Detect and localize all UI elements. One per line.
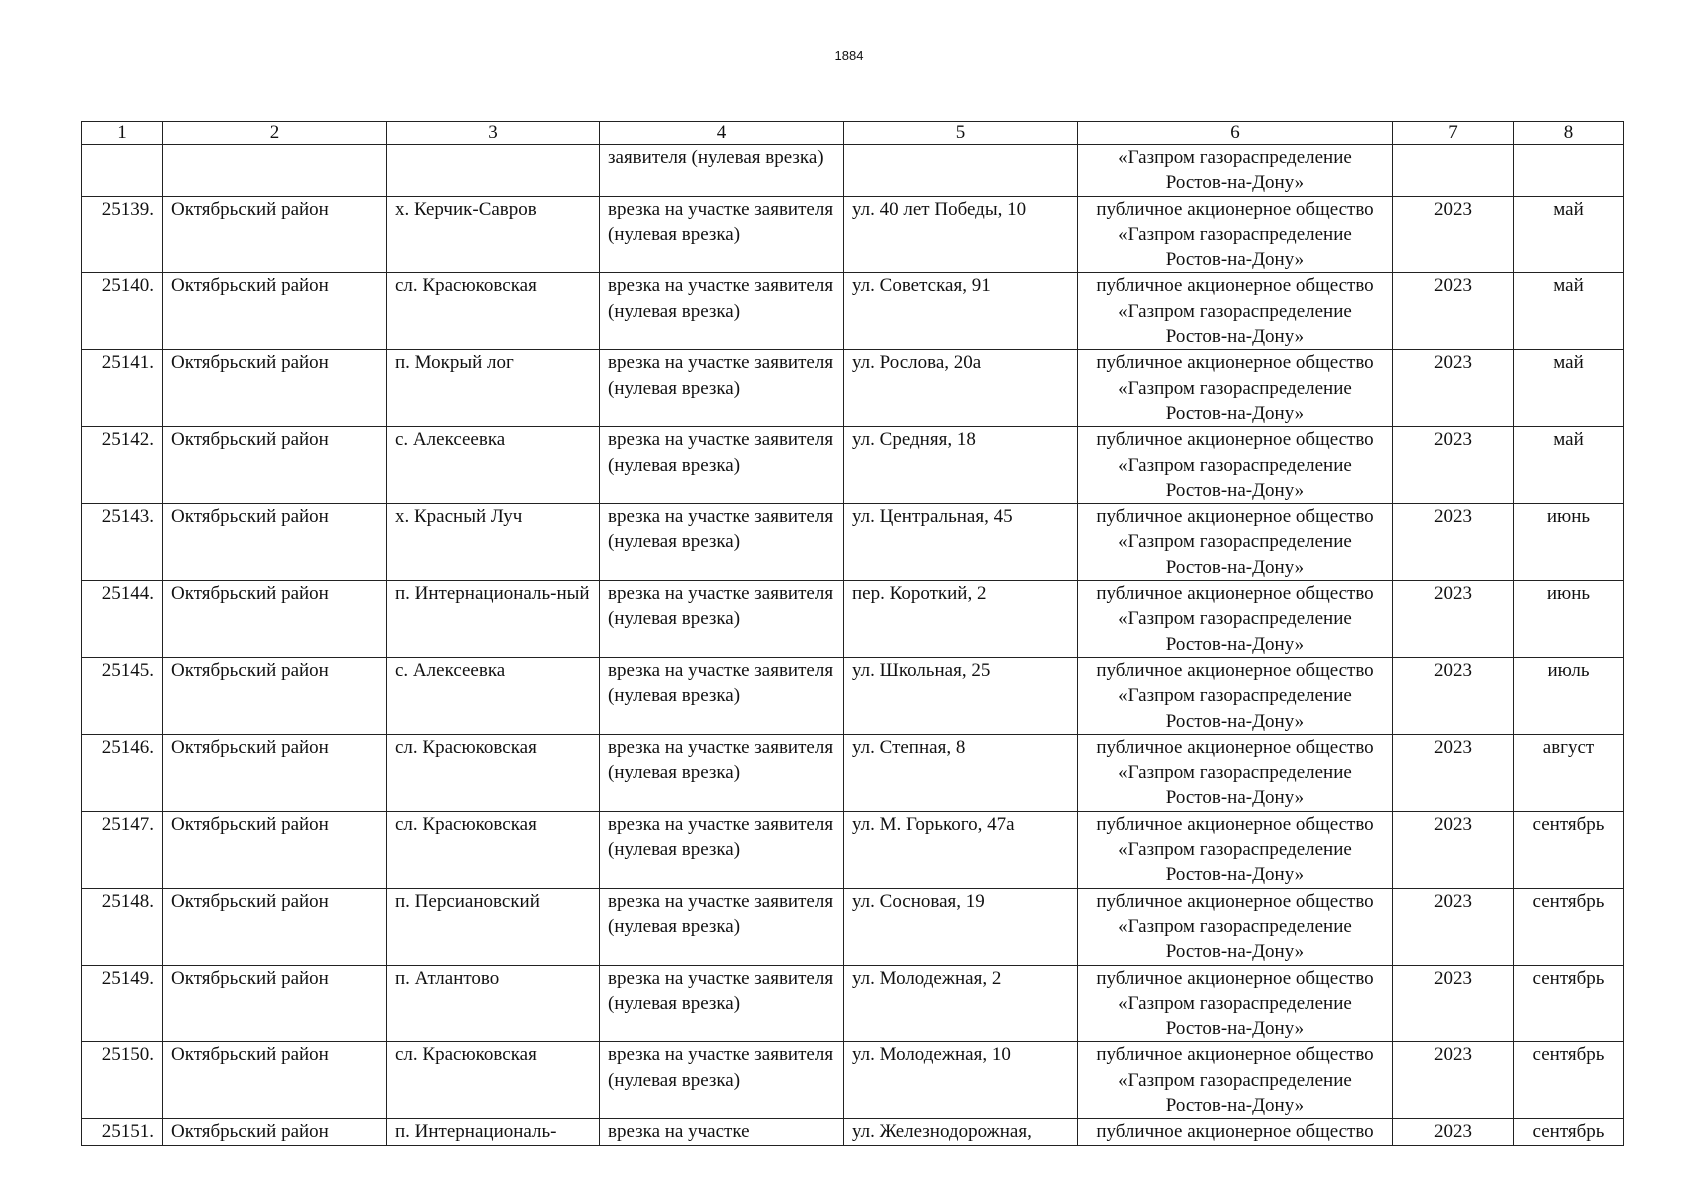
- cell-number: 25140.: [82, 273, 163, 350]
- cell-number: 25141.: [82, 350, 163, 427]
- cell-month: май: [1514, 273, 1624, 350]
- cell-work-type: врезка на участке заявителя (нулевая врезка): [600, 811, 844, 888]
- cell-address: ул. Школьная, 25: [844, 657, 1078, 734]
- table-row: [82, 657, 1624, 734]
- cell-number: 25151.: [82, 1119, 163, 1145]
- cell-month: август: [1514, 734, 1624, 811]
- cell-year: [1393, 145, 1514, 197]
- cell-month: май: [1514, 427, 1624, 504]
- cell-settlement: п. Персиановский: [387, 888, 600, 965]
- column-header: 3: [387, 122, 600, 145]
- cell-district: Октябрьский район: [163, 504, 387, 581]
- cell-work-type: врезка на участке заявителя (нулевая врезка): [600, 965, 844, 1042]
- cell-month: сентябрь: [1514, 965, 1624, 1042]
- cell-organization: публичное акционерное общество «Газпром газораспределение Ростов-на-Дону»: [1078, 965, 1393, 1042]
- page-number: 1884: [834, 48, 864, 63]
- cell-organization: публичное акционерное общество «Газпром газораспределение Ростов-на-Дону»: [1078, 1042, 1393, 1119]
- cell-year: 2023: [1393, 811, 1514, 888]
- cell-address: пер. Короткий, 2: [844, 581, 1078, 658]
- table-row: [82, 581, 1624, 658]
- cell-settlement: п. Мокрый лог: [387, 350, 600, 427]
- cell-district: Октябрьский район: [163, 350, 387, 427]
- cell-address: ул. М. Горького, 47а: [844, 811, 1078, 888]
- cell-organization: публичное акционерное общество «Газпром газораспределение Ростов-на-Дону»: [1078, 196, 1393, 273]
- cell-number: 25144.: [82, 581, 163, 658]
- continuation-row: [82, 145, 1624, 197]
- cell-year: 2023: [1393, 1042, 1514, 1119]
- cell-work-type: врезка на участке заявителя (нулевая врезка): [600, 504, 844, 581]
- cell-district: Октябрьский район: [163, 427, 387, 504]
- cell-number: 25139.: [82, 196, 163, 273]
- column-header: 5: [844, 122, 1078, 145]
- cell-work-type: врезка на участке заявителя (нулевая врезка): [600, 1042, 844, 1119]
- cell-organization: публичное акционерное общество «Газпром газораспределение Ростов-на-Дону»: [1078, 504, 1393, 581]
- cell-year: 2023: [1393, 504, 1514, 581]
- cell-organization: публичное акционерное общество «Газпром газораспределение Ростов-на-Дону»: [1078, 657, 1393, 734]
- cell-number: 25147.: [82, 811, 163, 888]
- table-row: [82, 504, 1624, 581]
- cell-organization: публичное акционерное общество «Газпром газораспределение Ростов-на-Дону»: [1078, 427, 1393, 504]
- table-row-partial: [82, 1119, 1624, 1145]
- cell-work-type: врезка на участке: [600, 1119, 844, 1145]
- column-header: 7: [1393, 122, 1514, 145]
- cell-address: ул. Сосновая, 19: [844, 888, 1078, 965]
- cell-settlement: с. Алексеевка: [387, 427, 600, 504]
- cell-month: май: [1514, 196, 1624, 273]
- cell-organization: публичное акционерное общество «Газпром газораспределение Ростов-на-Дону»: [1078, 581, 1393, 658]
- cell-work-type: заявителя (нулевая врезка): [600, 145, 844, 197]
- cell-district: Октябрьский район: [163, 1119, 387, 1145]
- cell-year: 2023: [1393, 350, 1514, 427]
- cell-district: [163, 145, 387, 197]
- cell-year: 2023: [1393, 888, 1514, 965]
- cell-settlement: сл. Красюковская: [387, 273, 600, 350]
- cell-address: ул. Средняя, 18: [844, 427, 1078, 504]
- cell-work-type: врезка на участке заявителя (нулевая врезка): [600, 734, 844, 811]
- header-row: [82, 122, 1624, 145]
- cell-year: 2023: [1393, 427, 1514, 504]
- cell-settlement: сл. Красюковская: [387, 811, 600, 888]
- data-table: [81, 121, 1624, 1146]
- cell-district: Октябрьский район: [163, 965, 387, 1042]
- cell-address: ул. Железнодорожная,: [844, 1119, 1078, 1145]
- cell-month: июль: [1514, 657, 1624, 734]
- cell-settlement: п. Интернациональ-: [387, 1119, 600, 1145]
- cell-address: ул. Советская, 91: [844, 273, 1078, 350]
- column-header: 8: [1514, 122, 1624, 145]
- cell-month: сентябрь: [1514, 888, 1624, 965]
- cell-district: Октябрьский район: [163, 734, 387, 811]
- cell-work-type: врезка на участке заявителя (нулевая врезка): [600, 581, 844, 658]
- table-row: [82, 196, 1624, 273]
- column-header: 4: [600, 122, 844, 145]
- cell-settlement: х. Керчик-Савров: [387, 196, 600, 273]
- cell-settlement: с. Алексеевка: [387, 657, 600, 734]
- cell-number: [82, 145, 163, 197]
- cell-year: 2023: [1393, 657, 1514, 734]
- cell-district: Октябрьский район: [163, 581, 387, 658]
- cell-settlement: [387, 145, 600, 197]
- cell-district: Октябрьский район: [163, 196, 387, 273]
- column-header: 1: [82, 122, 163, 145]
- cell-organization: публичное акционерное общество «Газпром газораспределение Ростов-на-Дону»: [1078, 734, 1393, 811]
- cell-address: ул. Молодежная, 2: [844, 965, 1078, 1042]
- cell-organization: публичное акционерное общество «Газпром газораспределение Ростов-на-Дону»: [1078, 888, 1393, 965]
- cell-year: 2023: [1393, 734, 1514, 811]
- cell-organization: публичное акционерное общество «Газпром газораспределение Ростов-на-Дону»: [1078, 811, 1393, 888]
- table-row: [82, 965, 1624, 1042]
- cell-address: ул. 40 лет Победы, 10: [844, 196, 1078, 273]
- cell-address: ул. Молодежная, 10: [844, 1042, 1078, 1119]
- cell-year: 2023: [1393, 965, 1514, 1042]
- cell-month: [1514, 145, 1624, 197]
- cell-year: 2023: [1393, 1119, 1514, 1145]
- cell-address: ул. Центральная, 45: [844, 504, 1078, 581]
- cell-address: [844, 145, 1078, 197]
- cell-settlement: х. Красный Луч: [387, 504, 600, 581]
- column-header: 2: [163, 122, 387, 145]
- cell-settlement: сл. Красюковская: [387, 1042, 600, 1119]
- cell-work-type: врезка на участке заявителя (нулевая врезка): [600, 888, 844, 965]
- cell-district: Октябрьский район: [163, 811, 387, 888]
- cell-month: сентябрь: [1514, 1042, 1624, 1119]
- cell-number: 25146.: [82, 734, 163, 811]
- table-row: [82, 734, 1624, 811]
- cell-settlement: п. Интернациональ-ный: [387, 581, 600, 658]
- cell-work-type: врезка на участке заявителя (нулевая врезка): [600, 273, 844, 350]
- table-row: [82, 888, 1624, 965]
- cell-organization: публичное акционерное общество «Газпром газораспределение Ростов-на-Дону»: [1078, 350, 1393, 427]
- cell-district: Октябрьский район: [163, 657, 387, 734]
- cell-work-type: врезка на участке заявителя (нулевая врезка): [600, 350, 844, 427]
- cell-organization: публичное акционерное общество «Газпром газораспределение Ростов-на-Дону»: [1078, 273, 1393, 350]
- cell-number: 25142.: [82, 427, 163, 504]
- cell-settlement: п. Атлантово: [387, 965, 600, 1042]
- cell-district: Октябрьский район: [163, 888, 387, 965]
- table-row: [82, 811, 1624, 888]
- column-header: 6: [1078, 122, 1393, 145]
- cell-number: 25143.: [82, 504, 163, 581]
- cell-district: Октябрьский район: [163, 273, 387, 350]
- cell-address: ул. Степная, 8: [844, 734, 1078, 811]
- cell-organization: публичное акционерное общество: [1078, 1119, 1393, 1145]
- cell-month: сентябрь: [1514, 811, 1624, 888]
- cell-month: май: [1514, 350, 1624, 427]
- cell-address: ул. Рослова, 20а: [844, 350, 1078, 427]
- cell-number: 25148.: [82, 888, 163, 965]
- table-row: [82, 273, 1624, 350]
- table-row: [82, 427, 1624, 504]
- cell-number: 25145.: [82, 657, 163, 734]
- cell-district: Октябрьский район: [163, 1042, 387, 1119]
- cell-organization: «Газпром газораспределение Ростов-на-Дону»: [1078, 145, 1393, 197]
- table-row: [82, 1042, 1624, 1119]
- cell-number: 25150.: [82, 1042, 163, 1119]
- cell-month: июнь: [1514, 504, 1624, 581]
- cell-month: июнь: [1514, 581, 1624, 658]
- cell-number: 25149.: [82, 965, 163, 1042]
- cell-year: 2023: [1393, 273, 1514, 350]
- cell-year: 2023: [1393, 196, 1514, 273]
- cell-month: сентябрь: [1514, 1119, 1624, 1145]
- cell-work-type: врезка на участке заявителя (нулевая врезка): [600, 196, 844, 273]
- cell-work-type: врезка на участке заявителя (нулевая врезка): [600, 657, 844, 734]
- table-row: [82, 350, 1624, 427]
- cell-work-type: врезка на участке заявителя (нулевая врезка): [600, 427, 844, 504]
- cell-settlement: сл. Красюковская: [387, 734, 600, 811]
- cell-year: 2023: [1393, 581, 1514, 658]
